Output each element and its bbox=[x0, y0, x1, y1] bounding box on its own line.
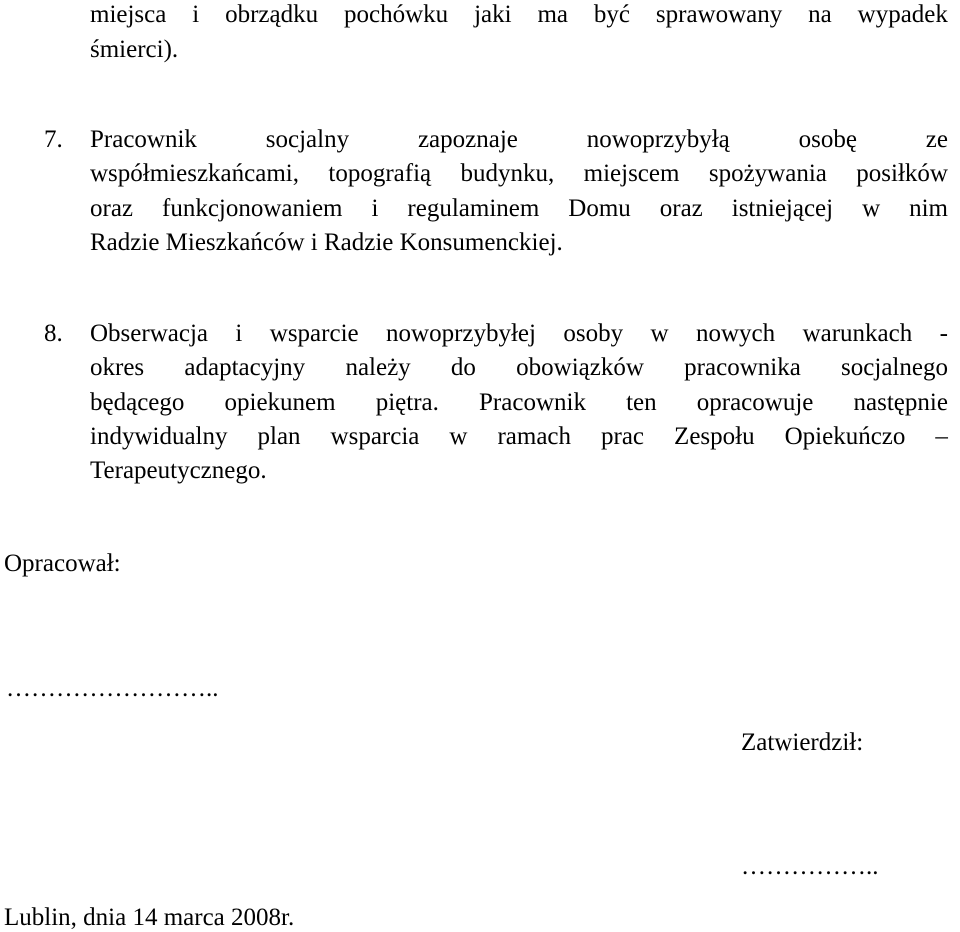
word: osoby bbox=[563, 320, 624, 347]
word: regulaminem bbox=[407, 195, 540, 222]
word: opiekunem bbox=[224, 389, 336, 416]
prepared-by-signature-dots: …………………….. bbox=[6, 675, 219, 702]
item-8-line-3 bbox=[90, 390, 948, 415]
word: Pracownik bbox=[479, 389, 586, 416]
intro-line-1 bbox=[90, 2, 948, 27]
approved-by-signature-dots: …………….. bbox=[741, 853, 879, 880]
item-8-last-line: Terapeutycznego. bbox=[90, 457, 267, 484]
word: nowych bbox=[696, 320, 776, 347]
word: warunkach bbox=[802, 320, 913, 347]
intro-line-2: śmierci). bbox=[90, 36, 179, 63]
item-7-last-line: Radzie Mieszkańców i Radzie Konsumenckiej. bbox=[90, 229, 563, 256]
word: i bbox=[192, 1, 200, 28]
word: ramach bbox=[497, 423, 572, 450]
item-8-line-2 bbox=[90, 355, 948, 380]
word: - bbox=[939, 320, 948, 347]
word: socjalnego bbox=[841, 354, 948, 381]
word: Pracownik bbox=[90, 126, 197, 153]
word: wsparcia bbox=[330, 423, 420, 450]
word: osobę bbox=[798, 126, 857, 153]
word: wsparcie bbox=[269, 320, 359, 347]
word: wypadek bbox=[857, 1, 948, 28]
word: Obserwacja bbox=[90, 320, 208, 347]
word: prac bbox=[601, 423, 645, 450]
word: obowiązków bbox=[516, 354, 644, 381]
item-8-line-4 bbox=[90, 424, 948, 449]
word: będącego bbox=[90, 389, 185, 416]
word: opracowuje bbox=[696, 389, 814, 416]
item-number-8: 8. bbox=[44, 320, 63, 347]
word: i bbox=[235, 320, 243, 347]
word: ze bbox=[925, 126, 948, 153]
word: pracownika bbox=[684, 354, 801, 381]
word: do bbox=[450, 354, 476, 381]
word: Zespołu bbox=[674, 423, 755, 450]
prepared-by-label: Opracował: bbox=[4, 550, 121, 577]
word: pochówku bbox=[344, 1, 449, 28]
word: współmieszkańcami, bbox=[90, 160, 299, 187]
word: okres bbox=[90, 354, 145, 381]
item-7-line-1 bbox=[90, 127, 948, 152]
word: adaptacyjny bbox=[184, 354, 306, 381]
word: ten bbox=[626, 389, 657, 416]
word: nim bbox=[909, 195, 948, 222]
word: Opiekuńczo bbox=[784, 423, 906, 450]
item-number-7: 7. bbox=[44, 126, 63, 153]
word: spożywania bbox=[708, 160, 827, 187]
approved-by-label: Zatwierdził: bbox=[741, 729, 864, 756]
word: w bbox=[650, 320, 669, 347]
word: posiłków bbox=[856, 160, 948, 187]
word: ma bbox=[537, 1, 568, 28]
word: miejsca bbox=[90, 1, 167, 28]
word: być bbox=[593, 1, 630, 28]
word: w bbox=[449, 423, 468, 450]
word: zapoznaje bbox=[417, 126, 518, 153]
place-and-date: Lublin, dnia 14 marca 2008r. bbox=[4, 904, 295, 931]
word: Domu bbox=[568, 195, 631, 222]
word: w bbox=[862, 195, 881, 222]
item-7-line-2 bbox=[90, 161, 948, 186]
word: nowoprzybyłą bbox=[586, 126, 730, 153]
word: oraz bbox=[90, 195, 134, 222]
item-8-line-1 bbox=[90, 321, 948, 346]
word: jaki bbox=[474, 1, 512, 28]
word: następnie bbox=[853, 389, 948, 416]
word: i bbox=[371, 195, 379, 222]
word: miejscem bbox=[583, 160, 680, 187]
word: nowoprzybyłej bbox=[386, 320, 536, 347]
word: – bbox=[935, 423, 948, 450]
word: indywidualny bbox=[90, 423, 228, 450]
item-7-line-3 bbox=[90, 196, 948, 221]
word: należy bbox=[345, 354, 411, 381]
word: topografią bbox=[328, 160, 432, 187]
word: oraz bbox=[659, 195, 703, 222]
word: istniejącej bbox=[731, 195, 834, 222]
word: budynku, bbox=[460, 160, 555, 187]
word: socjalny bbox=[265, 126, 350, 153]
word: sprawowany bbox=[655, 1, 783, 28]
word: piętra. bbox=[375, 389, 439, 416]
word: na bbox=[808, 1, 832, 28]
word: funkcjonowaniem bbox=[162, 195, 343, 222]
word: obrządku bbox=[225, 1, 319, 28]
word: plan bbox=[257, 423, 301, 450]
